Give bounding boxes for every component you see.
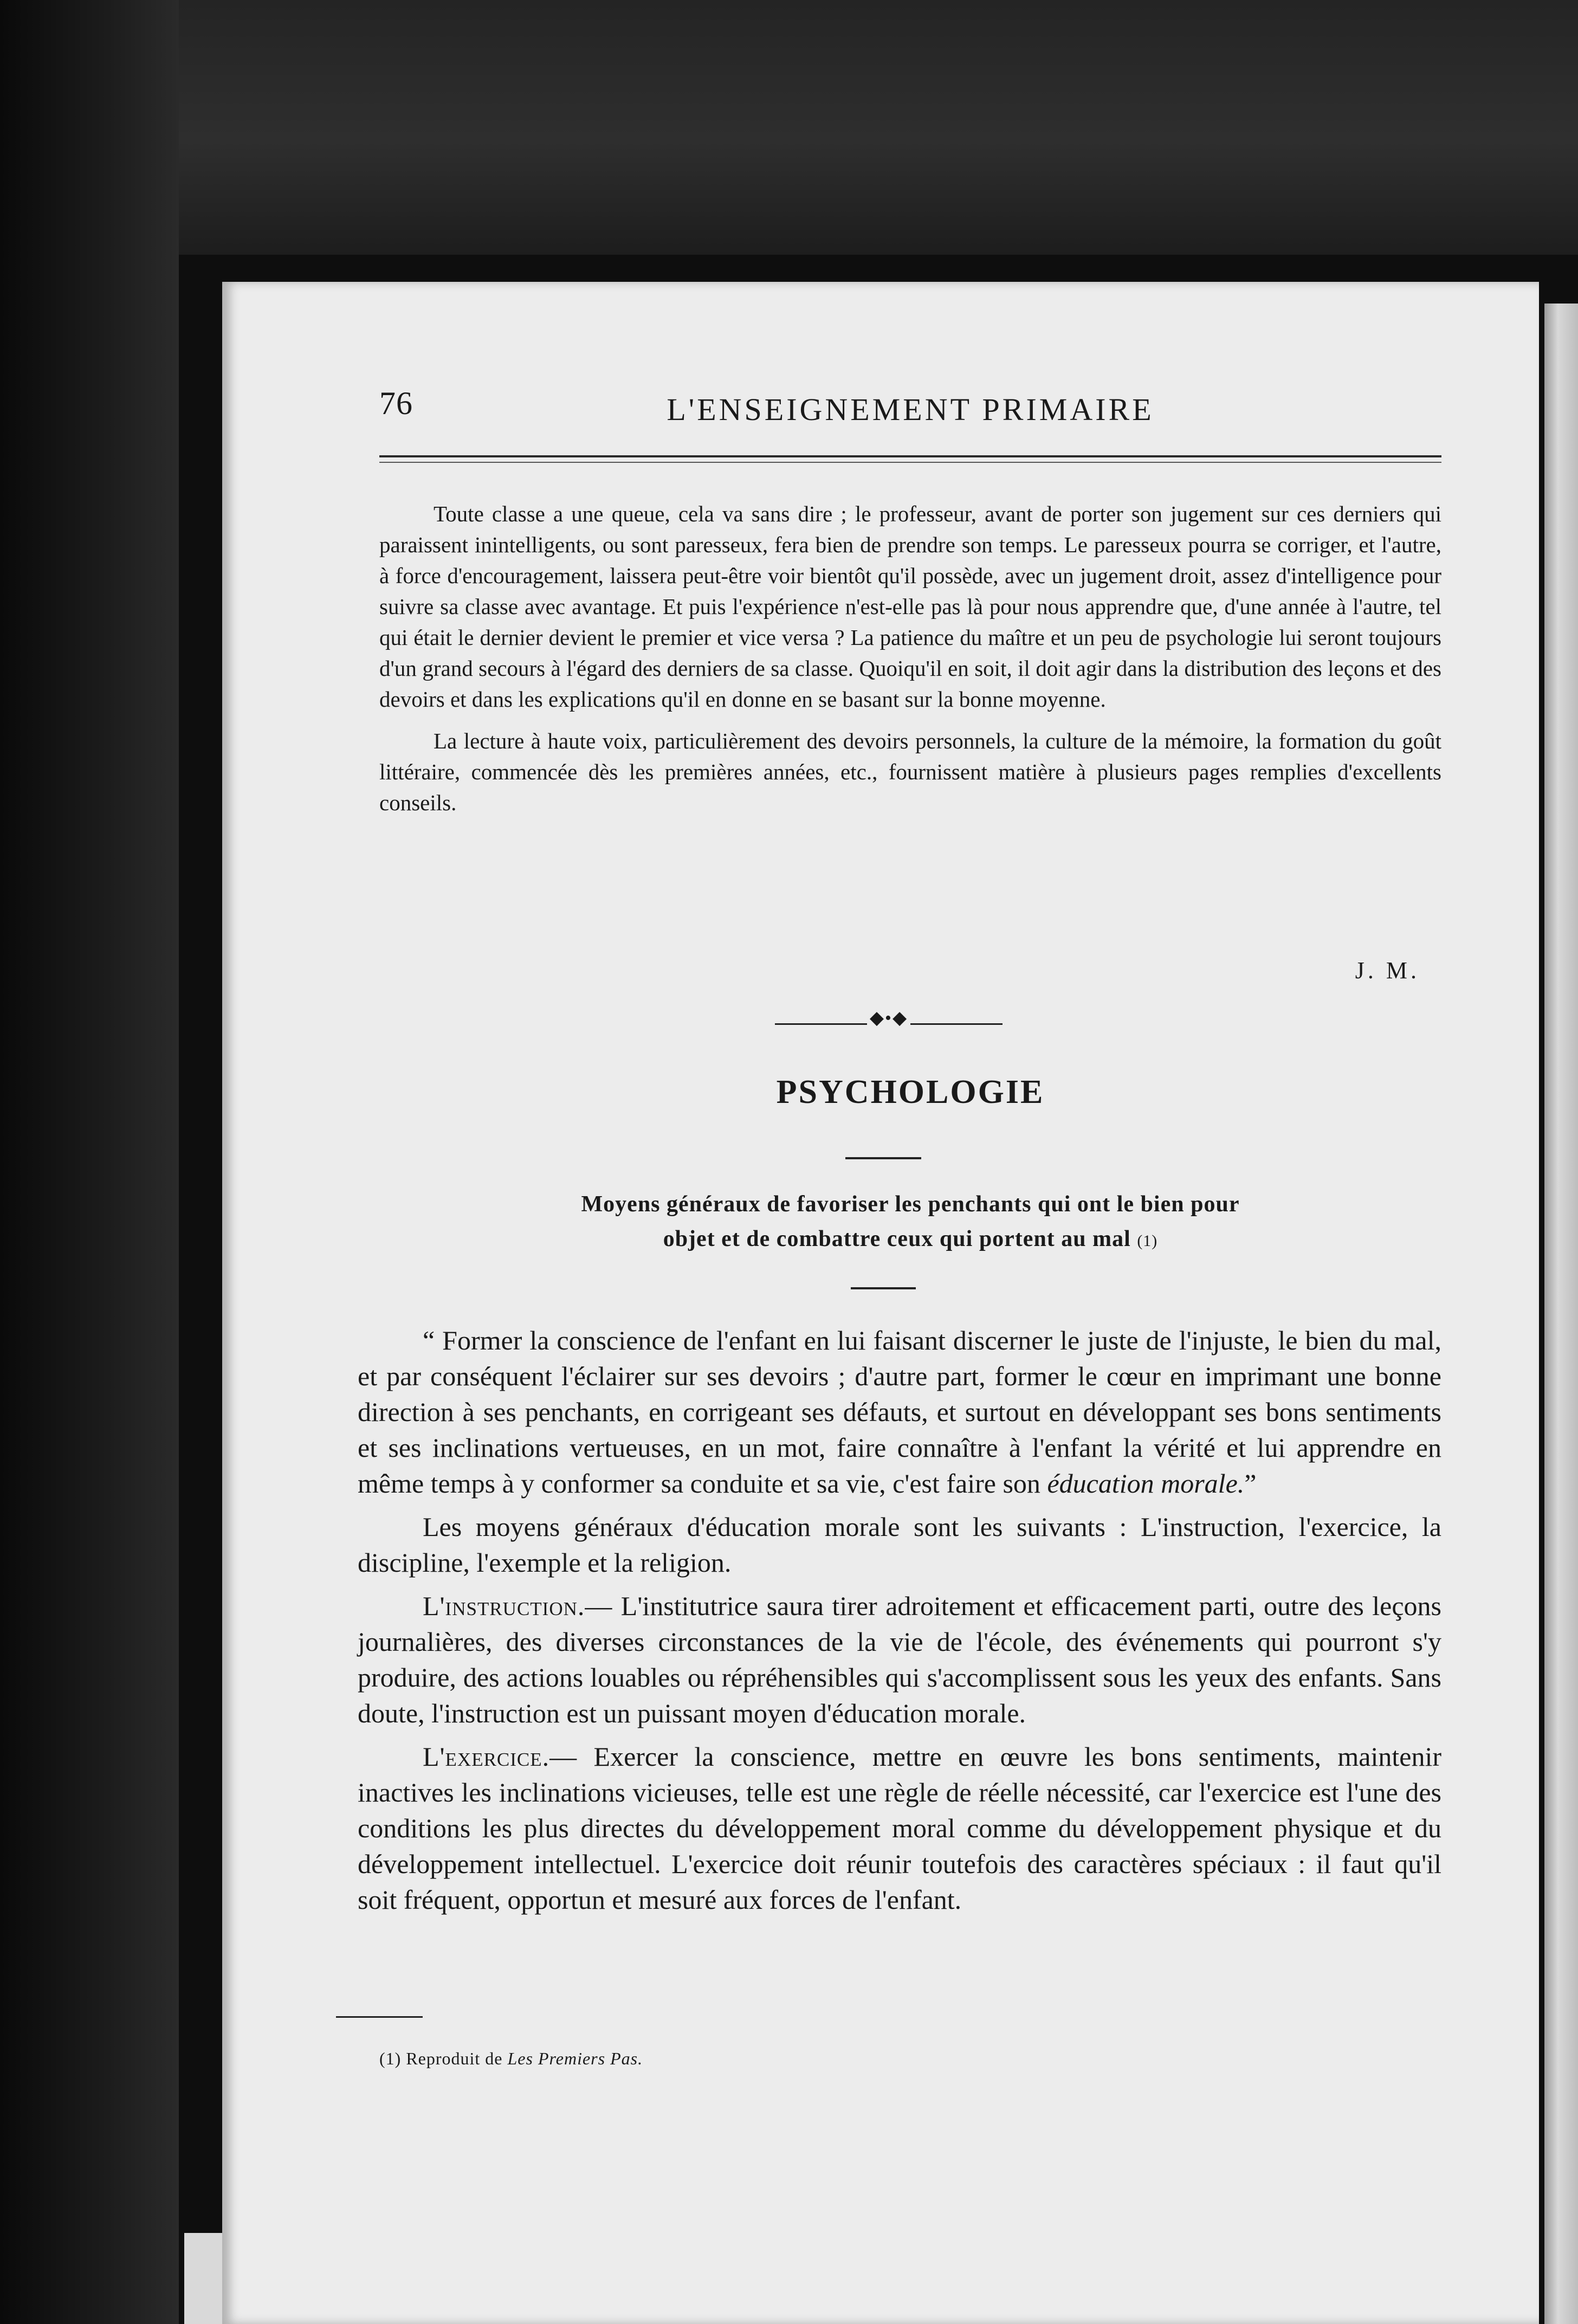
running-title: L'ENSEIGNEMENT PRIMAIRE <box>667 392 1154 427</box>
film-background-left <box>0 0 179 2324</box>
subtitle-underline <box>851 1287 916 1289</box>
article-body <box>358 1322 1441 1925</box>
page-number: 76 <box>379 385 413 421</box>
exercice-paragraph: L'exercice.— Exercer la conscience, mettre en œuvre les bons sentiments, maintenir inactives les inclinations vicieuses, telle est une règle de réelle nécessité, car l'exercice est l'une des conditions les plus directes du développement moral comme du développement physique et du développement intellectuel. L'exercice doit réunir toutefois des caractères spéciaux : il faut qu'il soit fréquent, opportun et mesuré aux forces de l'enfant. <box>358 1741 1441 1915</box>
page-corner <box>184 2233 228 2324</box>
intro-paragraph: La lecture à haute voix, particulièrement des devoirs personnels, la culture de la mémoire, la formation du goût littéraire, commencée dès les premières années, etc., fournissent matière à plusieurs pages remplies d'excellents conseils. <box>379 728 1441 815</box>
quote-paragraph: “ Former la conscience de l'enfant en lui faisant discerner le juste de l'injuste, le bien du mal, et par conséquent l'éclairer sur ses devoirs ; d'autre part, former le cœur en imprimant une bonne direction à ses penchants, en corrigeant ses défauts, et surtout en développant ses bons sentiments et ses inclinations vertueuses, en un mot, faire connaître à l'enfant la vérité et lui apprendre en même temps à y conformer sa conduite et sa vie, c'est faire son éducation morale.” <box>358 1325 1441 1499</box>
footnote-source: Les Premiers Pas. <box>507 2049 643 2068</box>
section-divider-ornament: ◆•◆ <box>775 1019 1003 1030</box>
intro-text <box>379 499 1441 829</box>
footnote-marker: (1) <box>379 2049 402 2068</box>
subtitle-line-1: Moyens généraux de favoriser les penchants qui ont le bien pour <box>581 1192 1240 1217</box>
scanned-page <box>222 282 1539 2324</box>
page-header <box>379 385 1441 444</box>
instruction-paragraph: L'instruction.— L'institutrice saura tirer adroitement et efficacement parti, outre des leçons journalières, des diverses circonstances de la vie de l'école, des événements qui pourront s'y produire, des actions louables ou répréhensibles qui s'accomplissent sous les yeux des enfants. Sans doute, l'instruction est un puissant moyen d'éducation morale. <box>358 1591 1441 1728</box>
means-paragraph: Les moyens généraux d'éducation morale sont les suivants : L'instruction, l'exercice, la discipline, l'exemple et la religion. <box>358 1512 1441 1578</box>
section-subtitle <box>379 1187 1441 1258</box>
instruction-heading: L'instruction.— <box>423 1591 613 1621</box>
exercice-heading: L'exercice.— <box>423 1741 578 1772</box>
emphasis-education-morale: éducation morale. <box>1047 1468 1245 1499</box>
subtitle-line-2: objet et de combattre ceux qui portent au mal (1) <box>663 1226 1158 1251</box>
footnote-reference: (1) <box>1137 1232 1158 1250</box>
adjacent-page-edge <box>1544 304 1578 2324</box>
title-underline <box>845 1157 921 1159</box>
header-rule-thin <box>379 462 1441 463</box>
author-signature: J. M. <box>1355 957 1420 984</box>
section-title: PSYCHOLOGIE <box>776 1074 1045 1111</box>
header-rule <box>379 455 1441 457</box>
footnote-rule <box>336 2016 423 2018</box>
film-background-top <box>0 0 1578 255</box>
footnote: (1) Reproduit de Les Premiers Pas. <box>379 2049 643 2068</box>
intro-paragraph: Toute classe a une queue, cela va sans dire ; le professeur, avant de porter son jugement sur ces derniers qui paraissent inintelligents, ou sont paresseux, fera bien de prendre son temps. Le paresseux pourra se corriger, et l'autre, à force d'encouragement, laissera peut-être voir bientôt qu'il possède, avec un jugement droit, assez d'intelligence pour suivre sa classe avec avantage. Et puis l'expérience n'est-elle pas là pour nous apprendre que, d'une année à l'autre, tel qui était le dernier devient le premier et vice versa ? La patience du maître et un peu de psychologie lui seront toujours d'un grand secours à l'égard des derniers de sa classe. Quoiqu'il en soit, il doit agir dans la distribution des leçons et des devoirs et dans les explications qu'il en donne en se basant sur la bonne moyenne. <box>379 501 1441 712</box>
